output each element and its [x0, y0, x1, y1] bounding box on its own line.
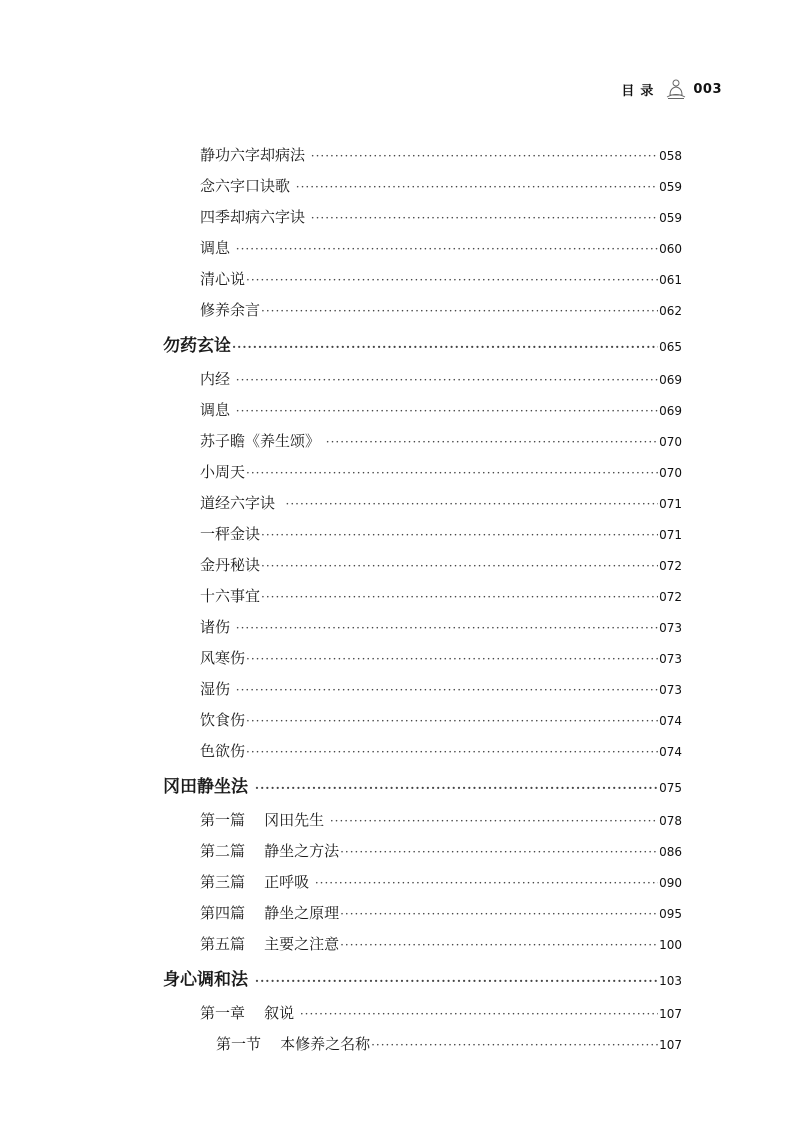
- toc-entry-title: 内经: [200, 370, 235, 388]
- toc-entry: [0, 488, 800, 519]
- toc-entry-title: 静功六字却病法: [200, 146, 310, 164]
- toc-entry-page: 073: [659, 621, 682, 635]
- toc-entry: [0, 140, 800, 171]
- dot-leader: [300, 1004, 658, 1024]
- toc-entry-page: 058: [659, 149, 682, 163]
- dot-leader: [340, 904, 658, 924]
- toc-entry-title: 一秤金诀: [200, 525, 261, 543]
- toc-entry-page: 075: [659, 781, 682, 795]
- toc-entry: [0, 705, 800, 736]
- toc-entry: [0, 395, 800, 426]
- toc-entry: [0, 612, 800, 643]
- toc-entry: [0, 550, 800, 581]
- toc-entry-title: 清心说: [200, 270, 246, 288]
- toc-entry-page: 071: [659, 528, 682, 542]
- toc-entry-title: 第二篇 静坐之方法: [200, 842, 340, 860]
- dot-leader: [236, 370, 658, 390]
- toc-entry-page: 095: [659, 907, 682, 921]
- toc-entry-page: 070: [659, 466, 682, 480]
- toc-entry-page: 059: [659, 211, 682, 225]
- dot-leader: [246, 463, 658, 483]
- toc-entry-page: 086: [659, 845, 682, 859]
- toc-entry-title: 金丹秘诀: [200, 556, 261, 574]
- toc-entry-page: 062: [659, 304, 682, 318]
- toc-entry-title: 第三篇 正呼吸: [200, 873, 314, 891]
- toc-entry-title: 冈田静坐法: [163, 777, 254, 797]
- toc-entry-page: 065: [659, 340, 682, 354]
- toc-entry-page: 078: [659, 814, 682, 828]
- dot-leader: [246, 742, 658, 762]
- toc-entry: [0, 171, 800, 202]
- toc-entry-page: 069: [659, 404, 682, 418]
- toc-entry-page: 073: [659, 652, 682, 666]
- toc-entry-page: 107: [659, 1007, 682, 1021]
- toc-entry-page: 072: [659, 590, 682, 604]
- dot-leader: [286, 494, 659, 514]
- toc-entry-page: 090: [659, 876, 682, 890]
- toc-entry-page: 074: [659, 745, 682, 759]
- dot-leader: [236, 401, 658, 421]
- toc-entry: [0, 364, 800, 395]
- toc-entry-title: 色欲伤: [200, 742, 246, 760]
- toc-entry-page: 060: [659, 242, 682, 256]
- toc-entry-title: 四季却病六字诀: [200, 208, 310, 226]
- dot-leader: [246, 649, 658, 669]
- toc-entry-page: 103: [659, 974, 682, 988]
- toc-entry-title: 修养余言: [200, 301, 261, 319]
- toc-entry-title: 勿药玄诠: [163, 336, 231, 356]
- toc-entry: [0, 295, 800, 326]
- toc-entry: [0, 929, 800, 960]
- toc-entry-page: 107: [659, 1038, 682, 1052]
- toc-entry: [0, 233, 800, 264]
- toc-entry-title: 十六事宜: [200, 587, 261, 605]
- toc-entry: [0, 674, 800, 705]
- toc-entry-title: 饮食伤: [200, 711, 246, 729]
- page-number: 003: [693, 81, 722, 97]
- toc-entry-page: 061: [659, 273, 682, 287]
- toc-entry: [0, 998, 800, 1029]
- meditating-figure-icon: [665, 78, 687, 100]
- toc-entry: [0, 202, 800, 233]
- toc-entry-title: 风寒伤: [200, 649, 246, 667]
- table-of-contents: [0, 140, 800, 1060]
- dot-leader: [261, 525, 658, 545]
- toc-entry-page: 059: [659, 180, 682, 194]
- toc-entry-title: 第四篇 静坐之原理: [200, 904, 340, 922]
- toc-entry-page: 069: [659, 373, 682, 387]
- dot-leader: [236, 680, 658, 700]
- dot-leader: [246, 270, 658, 290]
- dot-leader: [330, 811, 658, 831]
- toc-entry-title: 第一篇 冈田先生: [200, 811, 329, 829]
- dot-leader: [261, 301, 658, 321]
- toc-entry-title: 道经六字诀: [200, 494, 285, 512]
- dot-leader: [236, 239, 658, 259]
- toc-entry-title: 苏子瞻《养生颂》: [200, 432, 325, 450]
- running-header: [621, 78, 722, 100]
- dot-leader: [236, 618, 658, 638]
- toc-entry-page: 071: [659, 497, 682, 511]
- toc-entry: [0, 643, 800, 674]
- dot-leader: [255, 971, 658, 991]
- toc-chapter-entry: [0, 767, 800, 805]
- dot-leader: [255, 778, 658, 798]
- toc-entry: [0, 736, 800, 767]
- dot-leader: [315, 873, 658, 893]
- toc-entry-page: 100: [659, 938, 682, 952]
- dot-leader: [232, 337, 658, 357]
- dot-leader: [311, 208, 658, 228]
- toc-entry: [0, 836, 800, 867]
- dot-leader: [340, 935, 658, 955]
- toc-entry-title: 诸伤: [200, 618, 235, 636]
- toc-entry-page: 070: [659, 435, 682, 449]
- toc-entry-title: 念六字口诀歌: [200, 177, 295, 195]
- dot-leader: [261, 556, 658, 576]
- toc-entry: [0, 457, 800, 488]
- toc-entry: [0, 519, 800, 550]
- dot-leader: [261, 587, 658, 607]
- dot-leader: [326, 432, 658, 452]
- toc-entry-page: 074: [659, 714, 682, 728]
- toc-chapter-entry: [0, 326, 800, 364]
- toc-entry-page: 072: [659, 559, 682, 573]
- toc-entry-title: 第五篇 主要之注意: [200, 935, 340, 953]
- toc-entry-title: 湿伤: [200, 680, 235, 698]
- toc-entry-title: 第一章 叙说: [200, 1004, 299, 1022]
- toc-entry: [0, 898, 800, 929]
- toc-entry-title: 调息: [200, 239, 235, 257]
- dot-leader: [371, 1035, 658, 1055]
- toc-entry-title: 身心调和法: [163, 970, 254, 990]
- toc-entry-page: 073: [659, 683, 682, 697]
- toc-entry-title: 调息: [200, 401, 235, 419]
- toc-entry-title: 第一节 本修养之名称: [216, 1035, 371, 1053]
- dot-leader: [296, 177, 658, 197]
- toc-entry: [0, 1029, 800, 1060]
- toc-entry: [0, 426, 800, 457]
- section-title: 目录: [621, 83, 660, 99]
- dot-leader: [246, 711, 658, 731]
- toc-chapter-entry: [0, 960, 800, 998]
- toc-entry: [0, 867, 800, 898]
- dot-leader: [340, 842, 658, 862]
- toc-entry: [0, 581, 800, 612]
- dot-leader: [311, 146, 658, 166]
- toc-entry: [0, 264, 800, 295]
- toc-entry-title: 小周天: [200, 463, 246, 481]
- toc-entry: [0, 805, 800, 836]
